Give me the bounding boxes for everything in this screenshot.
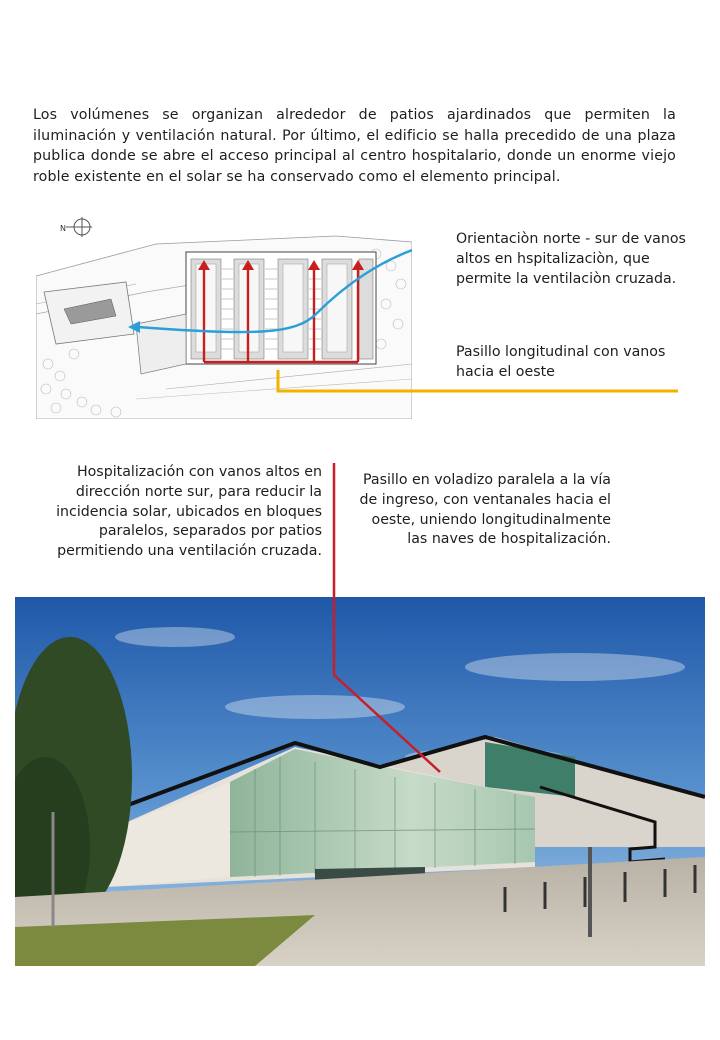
corridor-plan-callout: Pasillo longitudinal con vanos hacia el oeste — [456, 344, 666, 380]
north-arrow-icon — [60, 217, 92, 237]
orientation-callout: Orientaciòn norte - sur de vanos altos en hspitalizaciòn, que permite la ventilaciòn cruzada. — [456, 231, 686, 287]
hospitalization-callout: Hospitalización con vanos altos en dirección norte sur, para reducir la incidencia solar, ubicados en bloques paralelos, separados por patios permitiendo una ventilación cruzada. — [56, 464, 322, 560]
site-plan-drawing — [36, 214, 412, 419]
intro-paragraph: Los volúmenes se organizan alrededor de patios ajardinados que permiten la iluminación y ventilación natural. Por último, el edificio se halla precedido de una plaza publica donde se abre el acceso principal al centro hospitalario, donde un enorme viejo roble existente en el solar se ha conservado como el elemento principal. — [33, 107, 676, 185]
building-photo — [15, 597, 705, 966]
north-label: N — [60, 224, 66, 233]
cantilever-corridor-callout: Pasillo en voladizo paralela a la vía de ingreso, con ventanales hacia el oeste, uniendo longitudinalmente las naves de hospitalización. — [359, 472, 611, 548]
